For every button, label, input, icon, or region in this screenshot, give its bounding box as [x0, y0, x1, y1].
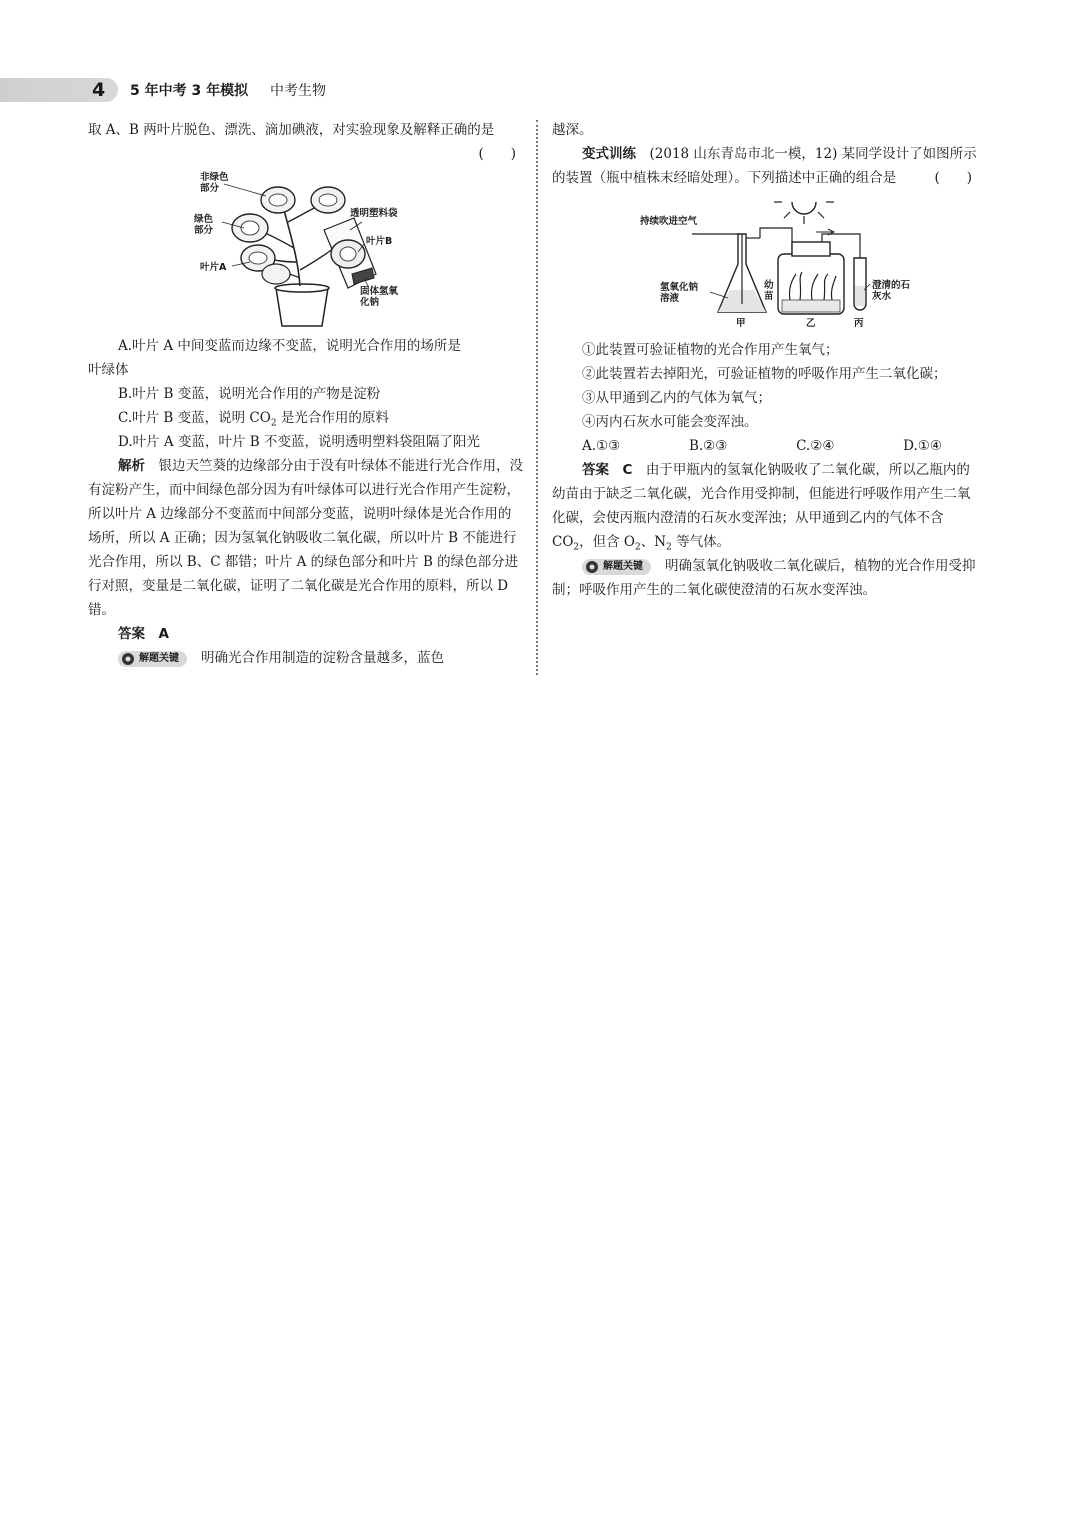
label-yi: 乙	[806, 318, 816, 329]
apparatus-illustration	[632, 194, 932, 334]
answer-paren: ( )	[478, 146, 516, 162]
answer-label: 答案	[118, 626, 145, 642]
label-jia: 甲	[736, 318, 746, 329]
label-air-in: 持续吹进空气	[640, 216, 698, 227]
variant-answer-text-mid: ，但含 O	[579, 534, 635, 550]
label-plastic-bag: 透明塑料袋	[350, 208, 398, 219]
statement-4: ④丙内石灰水可能会变浑浊。	[582, 414, 758, 430]
label-leaf-b: 叶片B	[366, 236, 393, 247]
apparatus-figure	[632, 194, 932, 334]
option-d: D.叶片 A 变蓝，叶片 B 不变蓝，说明透明塑料袋阻隔了阳光	[118, 434, 480, 450]
variant-key-badge-label: 解题关键	[603, 560, 643, 572]
variant-key-text: 明确氢氧化钠吸收二氧化碳后，植物的光合作用受抑制；呼吸作用产生的二氧化碳使澄清的石灰水变浑浊。	[552, 558, 976, 598]
variant-options	[552, 434, 980, 458]
column-divider	[536, 120, 538, 675]
continuation-text: 越深。	[552, 122, 593, 138]
option-b: B.叶片 B 变蓝，说明光合作用的产物是淀粉	[118, 386, 381, 402]
left-column	[88, 118, 524, 670]
plant-figure	[188, 170, 428, 330]
variant-option-d: D.①④	[903, 438, 942, 454]
key-line	[88, 646, 524, 670]
page-number: 4	[92, 79, 106, 101]
variant-answer-label: 答案	[582, 462, 609, 478]
option-a-line2: 叶绿体	[88, 362, 129, 378]
variant-answer-sub1: 2	[573, 542, 580, 553]
analysis-text: 银边天竺葵的边缘部分由于没有叶绿体不能进行光合作用，没有淀粉产生，而中间绿色部分因为有叶绿体可以进行光合作用产生淀粉，所以叶片 A 边缘部分不变蓝而中间部分变蓝，说明叶绿体是光合作用的场所，所以 A 正确；因为氢氧化钠吸收二氧化碳，所以叶片 B 不能进行光合作用，所以 B、C 都错；叶片 A 的绿色部分和叶片 B 的绿色部分进行对照，变量是二氧化碳，证明了二氧化碳是光合作用的原料，所以 D 错。	[88, 458, 523, 618]
variant-text: (2018 山东青岛市北一模，12) 某同学设计了如图所示的装置（瓶中植株末经暗处理）。下列描述中正确的组合是	[552, 146, 977, 186]
book-title: 5 年中考 3 年模拟	[130, 83, 249, 99]
variant-answer	[552, 458, 980, 554]
variant-label: 变式训练	[582, 146, 636, 162]
option-c-post: 是光合作用的原料	[276, 410, 389, 426]
variant-key-badge	[582, 559, 651, 575]
label-limewater: 澄清的石灰水	[872, 280, 911, 302]
variant-option-b: B.②③	[688, 438, 728, 454]
variant-answer-text-post: 等气体。	[671, 534, 731, 550]
label-naoh-solution: 氢氧化钠溶液	[660, 282, 699, 304]
option-c-pre: C.叶片 B 变蓝，说明 CO	[118, 410, 271, 426]
key-badge-label: 解题关键	[139, 652, 179, 664]
analysis-label: 解析	[118, 458, 145, 474]
label-seedling: 幼苗	[764, 280, 774, 302]
statement-2: ②此装置若去掉阳光，可验证植物的呼吸作用产生二氧化碳；	[582, 366, 947, 382]
option-c	[88, 406, 524, 430]
variant-key-badge-icon	[585, 560, 599, 574]
statement-3: ③从甲通到乙内的气体为氧气；	[582, 390, 771, 406]
right-column	[552, 118, 980, 602]
variant-answer-value: C	[622, 462, 633, 478]
variant-answer-sub2: 2	[635, 542, 641, 553]
label-green: 绿色部分	[194, 214, 214, 236]
statement-1: ①此装置可验证植物的光合作用产生氧气；	[582, 342, 839, 358]
option-c-sub: 2	[270, 418, 277, 429]
label-solid-naoh: 固体氢氧化钠	[360, 286, 399, 308]
label-non-green: 非绿色部分	[200, 172, 229, 194]
key-text: 明确光合作用制造的淀粉含量越多，蓝色	[201, 650, 444, 666]
label-leaf-a: 叶片A	[200, 262, 227, 273]
variant-answer-text-mid2: 、N	[640, 534, 667, 550]
label-bing: 丙	[854, 318, 864, 329]
variant-option-a: A.①③	[582, 438, 621, 454]
subject-title: 中考生物	[270, 83, 326, 99]
variant-answer-sub3: 2	[666, 542, 672, 553]
variant-option-c: C.②④	[796, 438, 835, 454]
answer-line	[88, 622, 524, 646]
answer-value: A	[158, 626, 169, 642]
key-badge	[118, 651, 187, 667]
variant-answer-text-pre: 由于甲瓶内的氢氧化钠吸收了二氧化碳，所以乙瓶内的幼苗由于缺乏二氧化碳，光合作用受抑制，但能进行呼吸作用产生二氧化碳，会使丙瓶内澄清的石灰水变浑浊；从甲通到乙内的气体不含 CO	[552, 462, 971, 550]
key-badge-icon	[121, 652, 135, 666]
analysis-paragraph	[88, 454, 524, 622]
variant-answer-paren: ( )	[934, 170, 972, 186]
question-stem: 取 A、B 两叶片脱色、漂洗、滴加碘液，对实验现象及解释正确的是	[88, 122, 495, 138]
variant-key-line	[552, 554, 980, 602]
option-a-line1: A.叶片 A 中间变蓝而边缘不变蓝，说明光合作用的场所是	[118, 338, 461, 354]
